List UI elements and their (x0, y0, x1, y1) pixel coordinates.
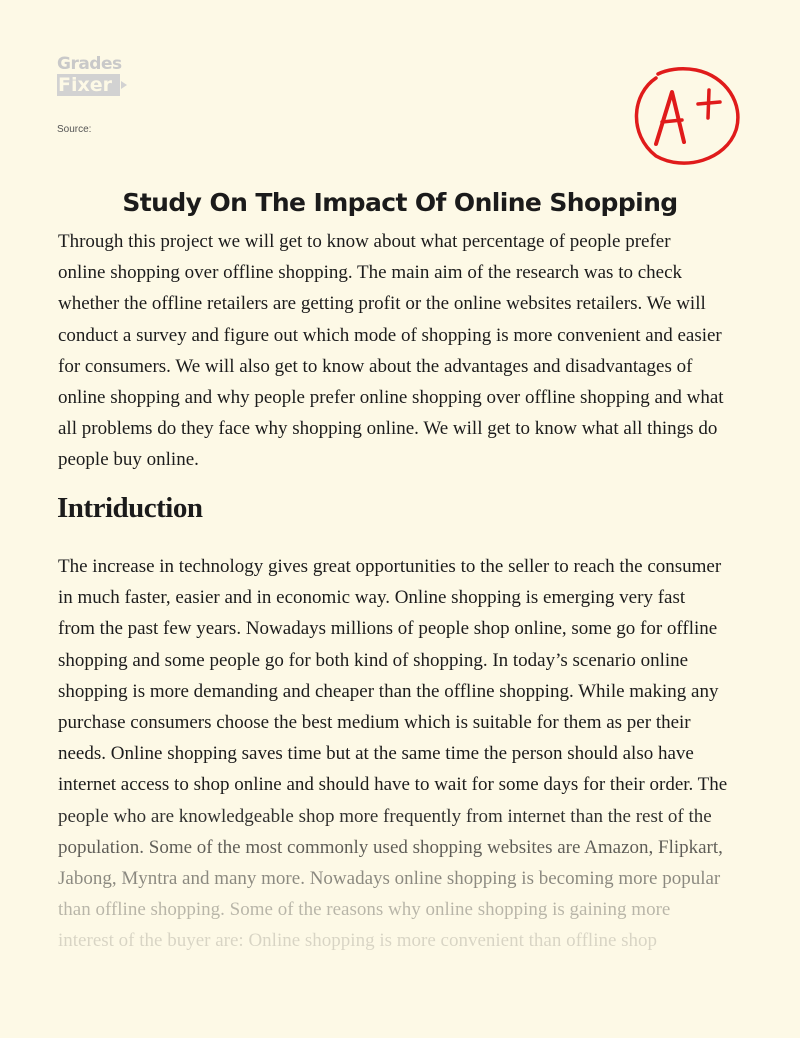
text-line: conduct a survey and figure out which mode of shopping is more convenient and easier (58, 324, 722, 346)
introduction-paragraph (58, 551, 748, 957)
text-line: for consumers. We will also get to know about the advantages and disadvantages of (58, 355, 693, 377)
text-line: needs. Online shopping saves time but at the same time the person should also have (58, 743, 694, 765)
text-line: shopping and some people go for both kind of shopping. In today’s scenario online (58, 649, 689, 671)
logo-text-grades: Grades (57, 54, 122, 74)
text-line: online shopping over offline shopping. The main aim of the research was to check (58, 262, 683, 284)
text-line: The increase in technology gives great opportunities to the seller to reach the consumer (58, 556, 722, 577)
text-line: whether the offline retailers are getting profit or the online websites retailers. We will (58, 293, 706, 315)
text-line: people buy online. (58, 449, 199, 471)
text-line: all problems do they face why shopping online. We will get to know what all things do (58, 418, 718, 440)
text-line: purchase consumers choose the best medium which is suitable for them as per their (58, 712, 691, 734)
text-line: online shopping and why people prefer online shopping over offline shopping and what (58, 387, 724, 409)
a-plus-grade-stamp (626, 64, 744, 168)
section-heading: Intriduction (57, 492, 203, 524)
text-line: Jabong, Myntra and many more. Nowadays online shopping is becoming more popular (58, 868, 721, 890)
text-line: from the past few years. Nowadays millions of people shop online, some go for offline (58, 618, 718, 640)
source-label: Source: (57, 124, 92, 135)
gradesfixer-logo[interactable] (57, 56, 167, 106)
logo-text-fixer: Fixer (57, 74, 120, 96)
page-title: Study On The Impact Of Online Shopping (122, 188, 678, 217)
text-line: in much faster, easier and in economic way. Online shopping is emerging very fast (58, 587, 686, 609)
text-line: Through this project we will get to know about what percentage of people prefer (58, 231, 671, 252)
text-line: internet access to shop online and should have to wait for some days for their order. The (58, 774, 728, 796)
text-line: shopping is more demanding and cheaper than the offline shopping. While making any (58, 680, 719, 702)
text-line: interest of the buyer are: Online shopping is more convenient than offline shop (58, 930, 658, 952)
text-line: than offline shopping. Some of the reasons why online shopping is gaining more (58, 899, 671, 921)
abstract-paragraph (58, 226, 748, 476)
text-line: people who are knowledgeable shop more frequently from internet than the rest of the (58, 805, 712, 827)
text-line: population. Some of the most commonly used shopping websites are Amazon, Flipkart, (58, 836, 723, 858)
